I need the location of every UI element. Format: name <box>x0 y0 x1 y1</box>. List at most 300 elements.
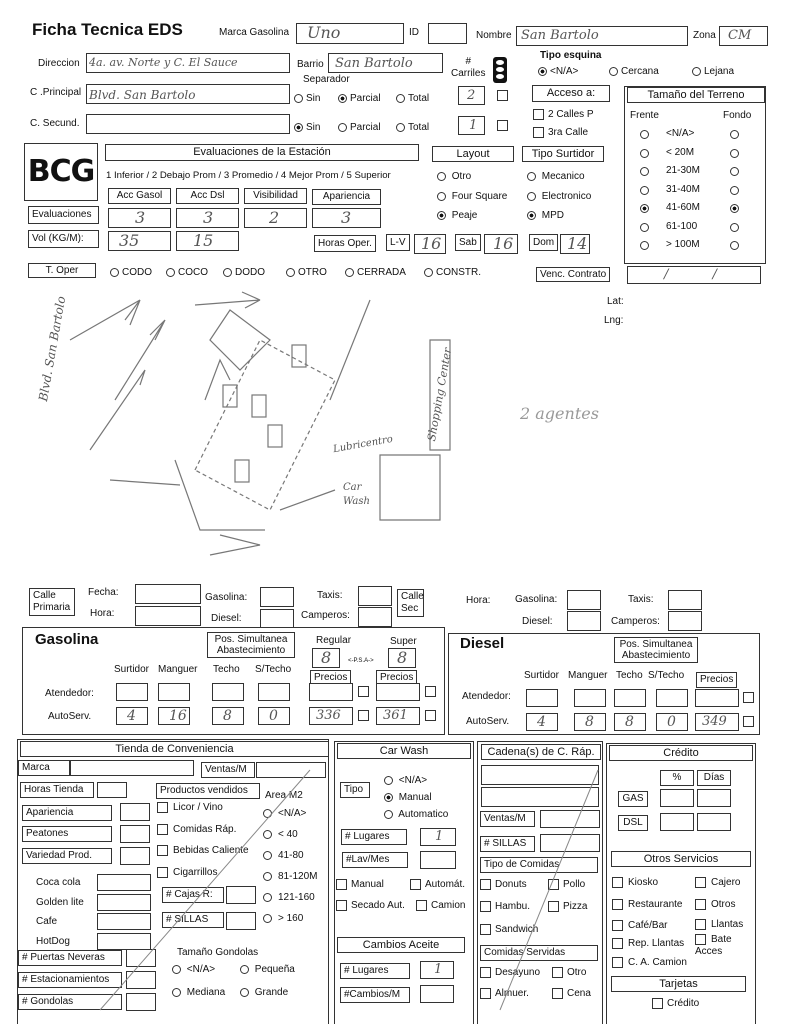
dsl-atendedor-precio[interactable] <box>695 689 739 707</box>
producto-label: Comidas Ráp. <box>173 823 237 835</box>
diesel2-field[interactable] <box>567 611 601 631</box>
carwash-chk-camion[interactable]: Camion <box>416 900 465 912</box>
frente-radio-1[interactable] <box>640 149 649 158</box>
oper-radio-3[interactable] <box>286 268 295 277</box>
dsl-atendedor-3[interactable] <box>656 689 688 707</box>
carwash-na[interactable]: <N/A> <box>384 775 427 787</box>
oper-option-1[interactable] <box>166 267 208 279</box>
surtidor-title: Tipo Surtidor <box>522 146 604 162</box>
productos-title: Productos vendidos <box>156 783 260 799</box>
dsl-atendedor-label: Atendedor: <box>462 691 511 702</box>
psa-label: <-P.S.A-> <box>348 658 374 664</box>
tienda-apariencia-label: Apariencia <box>22 805 112 821</box>
producto-label: Bebidas Caliente <box>173 845 249 857</box>
gas-autoserv-value: 4 <box>127 708 136 724</box>
oper-option-label: DODO <box>235 267 265 278</box>
calle-sec-label: Calle Sec <box>397 589 424 617</box>
dsl-autoserv-value: 8 <box>585 714 594 730</box>
gasolina-cnt-field[interactable] <box>260 587 294 607</box>
credito-dsl-pct[interactable] <box>660 813 694 831</box>
traffic-light-icon <box>493 57 507 83</box>
super-field[interactable] <box>388 648 416 668</box>
gas-atendedor-1[interactable] <box>158 683 190 701</box>
gas-precio-regular-value: 336 <box>316 708 341 723</box>
servicio-check-8[interactable] <box>612 957 623 968</box>
oper-radio-5[interactable] <box>424 268 433 277</box>
dsl-autoserv-2[interactable] <box>614 713 646 731</box>
zona-value: CM <box>728 28 752 43</box>
gasolina2-label: Gasolina: <box>515 594 558 605</box>
carwash-auto-radio[interactable] <box>384 810 393 819</box>
zona-field[interactable] <box>719 26 768 46</box>
vol-gas-field[interactable] <box>108 231 171 251</box>
esquina-na[interactable]: <N/A> <box>538 66 578 78</box>
carwash-chk-manual-box[interactable] <box>336 879 347 890</box>
gas-precio-regular-check-0[interactable] <box>358 686 369 697</box>
area-label: 41-80 <box>278 850 304 861</box>
cprincipal-label: C .Principal <box>30 87 82 98</box>
servida-almuer[interactable]: Almuer. <box>480 988 529 1000</box>
comida-hambu[interactable]: Hambu. <box>480 901 530 913</box>
gas-precio-super-check-0[interactable] <box>425 686 436 697</box>
lv-value: 16 <box>421 234 442 253</box>
gas-autoserv-value: 0 <box>269 708 278 724</box>
gas-precios-regular-label: Precios <box>310 670 351 686</box>
gas-precio-regular[interactable] <box>309 707 353 725</box>
cprincipal-parcial[interactable]: Parcial <box>338 93 381 105</box>
servicio-check-5[interactable] <box>695 919 706 930</box>
tienda-sillas-label: # SILLAS <box>162 912 224 928</box>
cambios-lugares-label: # Lugares <box>340 963 410 979</box>
csecund-parcial-radio[interactable] <box>338 123 347 132</box>
servicio-check-1[interactable] <box>695 877 706 888</box>
layout-peaje-radio[interactable] <box>437 211 446 220</box>
cadena-ventas-label: Ventas/M <box>480 811 535 827</box>
dsl-autoserv-value: 4 <box>537 714 546 730</box>
surtidor-mecanico-radio[interactable] <box>527 172 536 181</box>
diesel-pos-label: Pos. Simultanea Abastecimiento <box>614 637 698 663</box>
gas-atendedor-precio-super[interactable] <box>376 683 420 701</box>
campers-label: Camperos: <box>301 610 350 621</box>
surtidor-mpd[interactable]: MPD <box>527 210 564 222</box>
dsl-autoserv-0[interactable] <box>526 713 558 731</box>
csecund-field[interactable] <box>86 114 290 134</box>
bcg-logo <box>24 143 98 201</box>
tienda-item-label: Cafe <box>36 916 58 927</box>
dom-label: Dom <box>529 234 558 251</box>
campers2-label: Camperos: <box>611 616 660 627</box>
credito-pct-label: % <box>660 770 694 786</box>
servicio-6[interactable] <box>612 938 684 950</box>
lat-label: Lat: <box>607 296 624 307</box>
dsl-autoserv-value: 0 <box>667 714 676 730</box>
gas-col-manguer: Manguer <box>158 664 198 675</box>
regular-field[interactable] <box>312 648 340 668</box>
servicio-3[interactable] <box>695 899 735 911</box>
eval-apariencia-value: 3 <box>341 208 352 227</box>
servida-desayuno[interactable]: Desayuno <box>480 967 540 979</box>
carwash-chk-secado-box[interactable] <box>336 900 347 911</box>
dsl-atendedor-0[interactable] <box>526 689 558 707</box>
marca-value: Uno <box>307 23 341 42</box>
frente-radio-5[interactable] <box>640 223 649 232</box>
oper-option-5[interactable] <box>424 267 481 279</box>
servicio-label: Cajero <box>711 877 741 888</box>
gas-autoserv-3[interactable] <box>258 707 290 725</box>
layout-otro-radio[interactable] <box>437 172 446 181</box>
acceso-3ra[interactable]: 3ra Calle <box>533 127 588 139</box>
servicio-check-6[interactable] <box>612 938 623 949</box>
credito-dias-label: Días <box>697 770 731 786</box>
fecha-field[interactable] <box>135 584 201 604</box>
gas-autoserv-0[interactable] <box>116 707 148 725</box>
frente-radio-2[interactable] <box>640 167 649 176</box>
campers2-field[interactable] <box>668 611 702 631</box>
vol-label: Vol (KG/M): <box>28 230 99 248</box>
csecund-total-radio[interactable] <box>396 123 405 132</box>
carwash-lavmes-field[interactable] <box>420 851 456 869</box>
gas-autoserv-2[interactable] <box>212 707 244 725</box>
carwash-chk-manual[interactable]: Manual <box>336 879 384 891</box>
oper-option-3[interactable] <box>286 267 327 279</box>
regular-value: 8 <box>321 648 332 667</box>
oper-option-4[interactable] <box>345 267 406 279</box>
servicio-check-4[interactable] <box>612 920 623 931</box>
fondo-radio-3[interactable] <box>730 186 739 195</box>
credito-gas-dias[interactable] <box>697 789 731 807</box>
lv-field[interactable] <box>414 234 446 254</box>
contrato-field[interactable] <box>627 266 761 284</box>
barrio-field[interactable] <box>328 53 443 73</box>
lv-label: L-V <box>386 234 410 251</box>
frente-radio-4[interactable] <box>640 204 649 213</box>
servicio-7[interactable] <box>695 934 745 958</box>
campers-field[interactable] <box>358 607 392 627</box>
servicio-5[interactable] <box>695 919 745 931</box>
esquina-na-radio[interactable] <box>538 67 547 76</box>
cambios-lugares-field[interactable] <box>420 961 454 979</box>
oper-option-label: COCO <box>178 267 208 278</box>
contrato-value: / / <box>664 267 737 282</box>
tienda-strike <box>80 740 330 1024</box>
comida-pollo[interactable]: Pollo <box>548 879 585 891</box>
cprincipal-parcial-radio[interactable] <box>338 94 347 103</box>
hora-field[interactable] <box>135 606 201 626</box>
carwash-lavmes-label: #Lav/Mes <box>342 852 408 868</box>
eval-acc-dsl-value: 3 <box>203 208 214 227</box>
gondola-mediana[interactable]: Mediana <box>172 987 225 999</box>
cadena-strike <box>480 760 605 1024</box>
surtidor-electronico[interactable]: Electronico <box>527 191 591 203</box>
gasolina2-field[interactable] <box>567 590 601 610</box>
layout-otro[interactable]: Otro <box>437 171 471 183</box>
gondolas-title: Tamaño Gondolas <box>177 947 259 958</box>
gas-precio-super[interactable] <box>376 707 420 725</box>
area-label: > 160 <box>278 913 304 924</box>
cadena-title: Cadena(s) de C. Ráp. <box>481 744 601 760</box>
eval-acc-gasol-value: 3 <box>135 208 146 227</box>
sketch-carwash-label: Car Wash <box>343 482 370 507</box>
esquina-cercana-radio[interactable] <box>609 67 618 76</box>
eval-col-acc-dsl: Acc Dsl <box>176 188 239 204</box>
servida-otro[interactable]: Otro <box>552 967 586 979</box>
sketch-street-label: Blvd. San Bartolo <box>36 295 69 403</box>
cprincipal-sin[interactable]: Sin <box>294 93 320 105</box>
esquina-cercana[interactable]: Cercana <box>609 66 659 78</box>
servicio-2[interactable] <box>612 899 682 911</box>
servicio-check-2[interactable] <box>612 899 623 910</box>
layout-four-radio[interactable] <box>437 192 446 201</box>
tarjeta-credito[interactable]: Crédito <box>652 998 699 1010</box>
oper-option-2[interactable] <box>223 267 265 279</box>
credito-dsl-dias[interactable] <box>697 813 731 831</box>
csecund-semaforo-check[interactable] <box>497 120 508 131</box>
taxis-field[interactable] <box>358 586 392 606</box>
surtidor-mecanico[interactable]: Mecanico <box>527 171 585 183</box>
csecund-parcial[interactable]: Parcial <box>338 122 381 134</box>
tipo-esquina-label: Tipo esquina <box>540 50 602 61</box>
fondo-radio-1[interactable] <box>730 149 739 158</box>
layout-peaje[interactable]: Peaje <box>437 210 477 222</box>
tienda-item-label: Coca cola <box>36 877 81 888</box>
csecund-carriles-field[interactable] <box>458 116 485 135</box>
oper-radio-0[interactable] <box>110 268 119 277</box>
carwash-auto[interactable]: Automatico <box>384 809 448 821</box>
neveras-label: # Puertas Neveras <box>18 950 122 966</box>
tienda-variedad-label: Variedad Prod. <box>22 848 112 864</box>
terreno-size-label: 41-60M <box>666 202 700 213</box>
credito-title: Crédito <box>609 745 753 761</box>
comida-donuts[interactable]: Donuts <box>480 879 527 891</box>
frente-radio-0[interactable] <box>640 130 649 139</box>
marca-label: Marca Gasolina <box>219 27 290 38</box>
super-value: 8 <box>397 648 408 667</box>
dom-field[interactable] <box>560 234 590 254</box>
gas-autoserv-1[interactable] <box>158 707 190 725</box>
area-label: 121-160 <box>278 892 315 903</box>
credito-gas-pct[interactable] <box>660 789 694 807</box>
tienda-item-label: HotDog <box>36 935 70 947</box>
gas-atendedor-0[interactable] <box>116 683 148 701</box>
fondo-radio-4[interactable] <box>730 204 739 213</box>
layout-title: Layout <box>432 146 514 162</box>
id-label: ID <box>409 27 419 38</box>
eval-visibilidad-value: 2 <box>269 208 280 227</box>
gas-precio-regular-check-1[interactable] <box>358 710 369 721</box>
carriles-label: # Carriles <box>451 56 486 79</box>
servicio-8[interactable] <box>612 957 687 969</box>
lng-label: Lng: <box>604 315 624 326</box>
sab-field[interactable] <box>484 234 518 254</box>
fondo-radio-2[interactable] <box>730 167 739 176</box>
vol-dsl-field[interactable] <box>176 231 239 251</box>
t-oper-label: T. Oper <box>28 263 96 278</box>
gondola-pequena[interactable]: Pequeña <box>240 964 295 976</box>
cprincipal-semaforo-check[interactable] <box>497 90 508 101</box>
oper-radio-4[interactable] <box>345 268 354 277</box>
carwash-title: Car Wash <box>337 743 471 759</box>
terreno-size-label: < 20M <box>666 146 695 158</box>
fondo-radio-0[interactable] <box>730 130 739 139</box>
comida-pizza[interactable]: Pizza <box>548 901 587 913</box>
dsl-autoserv-label: AutoServ. <box>466 716 510 727</box>
gas-precio-super-value: 361 <box>383 708 408 723</box>
dsl-col-stecho: S/Techo <box>648 670 685 681</box>
cprincipal-total-radio[interactable] <box>396 94 405 103</box>
carwash-manual-radio[interactable] <box>384 793 393 802</box>
csecund-sin-radio[interactable] <box>294 123 303 132</box>
area-label: <N/A> <box>278 808 307 819</box>
taxis2-field[interactable] <box>668 590 702 610</box>
eval-acc-dsl-field[interactable] <box>176 208 239 228</box>
esquina-lejana[interactable]: Lejana <box>692 66 734 78</box>
producto-label: Cigarrillos <box>173 866 218 878</box>
dsl-autoserv-3[interactable] <box>656 713 688 731</box>
tienda-title: Tienda de Conveniencia <box>20 741 329 757</box>
gasolina-pos-label: Pos. Simultanea Abastecimiento <box>207 632 295 658</box>
vol-gas-value: 35 <box>119 231 140 250</box>
gondola-grande[interactable]: Grande <box>240 987 288 999</box>
eval-visibilidad-field[interactable] <box>244 208 307 228</box>
acceso-title: Acceso a: <box>532 85 610 102</box>
producto-label: Licor / Vino <box>173 802 223 814</box>
barrio-value: San Bartolo <box>335 56 413 71</box>
acceso-2calles[interactable]: 2 Calles P <box>533 109 594 121</box>
gas-atendedor-precio-regular[interactable] <box>309 683 353 701</box>
carwash-lugares-field[interactable] <box>420 828 456 846</box>
sketch-store-label: Shopping Center <box>425 346 455 443</box>
surtidor-mpd-radio[interactable] <box>527 211 536 220</box>
dsl-precio-check-1[interactable] <box>743 716 754 727</box>
carwash-tipo-label: Tipo <box>340 782 370 798</box>
tienda-marca-label: Marca <box>18 760 70 776</box>
acceso-3ra-check[interactable] <box>533 127 544 138</box>
csecund-total[interactable]: Total <box>396 122 429 134</box>
terreno-size-label: 21-30M <box>666 165 700 176</box>
frente-radio-3[interactable] <box>640 186 649 195</box>
servicio-label: Café/Bar <box>628 920 668 931</box>
dsl-atendedor-1[interactable] <box>574 689 606 707</box>
oper-radio-2[interactable] <box>223 268 232 277</box>
cambios-mes-label: #Cambios/M <box>340 987 410 1003</box>
carwash-lugares-value: 1 <box>435 829 444 844</box>
dsl-atendedor-2[interactable] <box>614 689 646 707</box>
servicio-check-3[interactable] <box>695 899 706 910</box>
sab-label: Sab <box>455 234 481 251</box>
dom-value: 14 <box>567 234 588 253</box>
carwash-chk-auto-box[interactable] <box>410 879 421 890</box>
nombre-label: Nombre <box>476 30 512 41</box>
carwash-chk-camion-box[interactable] <box>416 900 427 911</box>
oper-option-label: CERRADA <box>357 267 406 278</box>
fondo-radio-5[interactable] <box>730 223 739 232</box>
csecund-label: C. Secund. <box>30 118 80 129</box>
frente-label: Frente <box>630 110 659 121</box>
hora-label: Hora: <box>90 608 115 619</box>
servicio-4[interactable] <box>612 920 667 932</box>
id-field[interactable] <box>428 23 467 44</box>
cprincipal-carriles-field[interactable] <box>458 86 485 105</box>
oper-option-0[interactable] <box>110 267 152 279</box>
gondolas-label: # Gondolas <box>18 994 122 1010</box>
hora2-label: Hora: <box>466 595 491 606</box>
fondo-radio-6[interactable] <box>730 241 739 250</box>
zona-label: Zona <box>693 30 716 41</box>
carwash-chk-secado[interactable]: Secado Aut. <box>336 900 405 912</box>
tarjeta-credito-check[interactable] <box>652 998 663 1009</box>
fondo-label: Fondo <box>723 110 752 121</box>
marca-field[interactable] <box>296 23 404 44</box>
bcg-logo-text: BCG <box>27 154 95 189</box>
evaluaciones-label: Evaluaciones <box>28 206 99 224</box>
comida-sandwich[interactable]: Sandwich <box>480 924 538 936</box>
eval-acc-gasol-field[interactable] <box>108 208 171 228</box>
oper-radio-1[interactable] <box>166 268 175 277</box>
dsl-precio[interactable] <box>695 713 739 731</box>
terreno-size-label: <N/A> <box>666 128 695 139</box>
eval-apariencia-field[interactable] <box>312 208 381 228</box>
frente-radio-6[interactable] <box>640 241 649 250</box>
cprincipal-value: Blvd. San Bartolo <box>89 88 196 102</box>
layout-four[interactable]: Four Square <box>437 191 507 203</box>
sketch-note: 2 agentes <box>520 404 599 423</box>
area-label: < 40 <box>278 829 298 840</box>
servicio-check-7[interactable] <box>695 934 706 945</box>
gondola-na[interactable]: <N/A> <box>172 964 215 976</box>
dsl-precio-check-0[interactable] <box>743 692 754 703</box>
diesel-cnt-label: Diesel: <box>211 613 242 624</box>
surtidor-electronico-radio[interactable] <box>527 192 536 201</box>
gas-atendedor-3[interactable] <box>258 683 290 701</box>
cprincipal-sin-radio[interactable] <box>294 94 303 103</box>
tienda-ventas-label: Ventas/M <box>201 762 255 778</box>
separador-label: Separador <box>303 74 350 85</box>
carwash-manual[interactable]: Manual <box>384 792 432 804</box>
servicio-label: Restaurante <box>628 899 683 910</box>
carwash-na-radio[interactable] <box>384 776 393 785</box>
servicio-check-0[interactable] <box>612 877 623 888</box>
horas-label: Horas Oper. <box>314 235 376 252</box>
servida-cena[interactable]: Cena <box>552 988 591 1000</box>
cadena-sillas-label: # SILLAS <box>480 836 535 852</box>
acceso-2calles-check[interactable] <box>533 109 544 120</box>
cprincipal-total[interactable]: Total <box>396 93 429 105</box>
dsl-col-surtidor: Surtidor <box>524 670 560 681</box>
direccion-value: 4a. av. Norte y C. El Sauce <box>89 56 238 69</box>
nombre-field[interactable] <box>516 26 688 46</box>
area-label: 81-120M <box>278 871 318 882</box>
servicio-label: Otros <box>711 899 736 910</box>
gas-autoserv-value: 16 <box>169 708 187 724</box>
sketch-lub-label: Lubricentro <box>332 433 394 456</box>
carwash-chk-auto[interactable]: Automát. <box>410 879 465 891</box>
diesel-cnt-field[interactable] <box>260 609 294 629</box>
csecund-sin[interactable]: Sin <box>294 122 320 134</box>
servicio-0[interactable] <box>612 877 658 889</box>
esquina-lejana-radio[interactable] <box>692 67 701 76</box>
credito-dsl-label: DSL <box>618 815 648 831</box>
dsl-precios-label: Precios <box>696 672 737 688</box>
cambios-mes-field[interactable] <box>420 985 454 1003</box>
dsl-col-techo: Techo <box>616 670 643 681</box>
gas-atendedor-2[interactable] <box>212 683 244 701</box>
servicio-1[interactable] <box>695 877 740 889</box>
direccion-field[interactable] <box>86 53 290 73</box>
cprincipal-field[interactable] <box>86 84 290 104</box>
gas-precio-super-check-1[interactable] <box>425 710 436 721</box>
servicios-title: Otros Servicios <box>611 851 751 867</box>
dsl-autoserv-1[interactable] <box>574 713 606 731</box>
